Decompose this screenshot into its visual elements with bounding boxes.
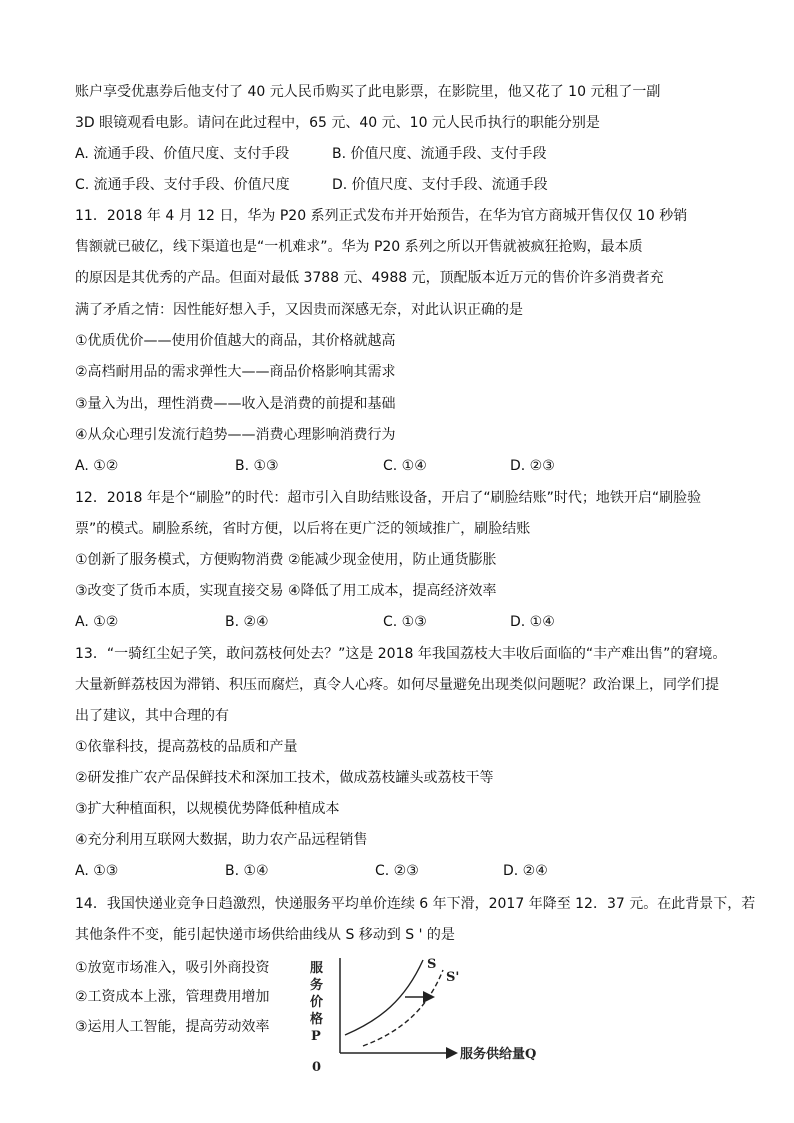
q14-item-2: ②工资成本上涨，管理费用增加 bbox=[75, 989, 270, 1005]
q14-item-3: ③运用人工智能，提高劳动效率 bbox=[75, 1019, 270, 1035]
q11-item-3: ③量入为出，理性消费——收入是消费的前提和基础 bbox=[75, 396, 396, 412]
q11-stem-line-2: 售额就已破亿，线下渠道也是“一机难求”。华为 P20 系列之所以开售就被疯狂抢购，最本质 bbox=[75, 239, 643, 255]
q10-line-2: 3D 眼镜观看电影。请问在此过程中，65 元、40 元、10 元人民币执行的职能分别是 bbox=[75, 115, 600, 131]
curve-s-prime bbox=[363, 970, 443, 1046]
q12-items-row-2: ③改变了货币本质，实现直接交易 ④降低了用工成本，提高经济效率 bbox=[75, 583, 497, 599]
q13-item-4: ④充分利用互联网大数据，助力农产品远程销售 bbox=[75, 832, 368, 848]
origin-label: 0 bbox=[312, 1060, 322, 1075]
q10-option-d: D. 价值尺度、支付手段、流通手段 bbox=[332, 177, 548, 193]
q13-stem-line-3: 出了建议，其中合理的有 bbox=[75, 708, 229, 724]
q10-option-a: A. 流通手段、价值尺度、支付手段 bbox=[75, 146, 290, 162]
q11-item-4: ④从众心理引发流行趋势——消费心理影响消费行为 bbox=[75, 427, 396, 443]
y-axis-label-char: 价 bbox=[310, 995, 324, 1010]
q13-item-2: ②研发推广农产品保鲜技术和深加工技术，做成荔枝罐头或荔枝干等 bbox=[75, 770, 494, 786]
q13-stem-line-2: 大量新鲜荔枝因为滞销、积压而腐烂，真令人心疼。如何尽量避免出现类似问题呢？政治课上，同学们提 bbox=[75, 677, 719, 693]
x-axis-label: 服务供给量Q bbox=[460, 1047, 537, 1062]
q12-stem-line-1: 12．2018 年是个“刷脸”的时代：超市引入自助结账设备，开启了“刷脸结账”时代；地铁开启“刷脸验 bbox=[75, 490, 702, 506]
q12-option-a: A. ①② bbox=[75, 614, 119, 630]
q13-item-1: ①依靠科技，提高荔枝的品质和产量 bbox=[75, 739, 298, 755]
q13-option-d: D. ②④ bbox=[503, 863, 548, 879]
q11-option-d: D. ②③ bbox=[510, 458, 555, 474]
q13-option-a: A. ①③ bbox=[75, 863, 119, 879]
y-axis-label-char: 服 bbox=[310, 961, 324, 976]
q12-option-c: C. ①③ bbox=[383, 614, 427, 630]
y-axis-label-char: 务 bbox=[310, 978, 324, 993]
y-axis-label-char: P bbox=[311, 1029, 321, 1044]
q11-stem-line-4: 满了矛盾之情：因性能好想入手，又因贵而深感无奈，对此认识正确的是 bbox=[75, 302, 523, 318]
q14-stem-line-2: 其他条件不变，能引起快递市场供给曲线从 S 移动到 S ' 的是 bbox=[75, 927, 455, 943]
q14-item-1: ①放宽市场准入，吸引外商投资 bbox=[75, 960, 270, 976]
q12-stem-line-2: 票”的模式。刷脸系统，省时方便，以后将在更广泛的领域推广，刷脸结账 bbox=[75, 521, 531, 537]
y-axis-label bbox=[310, 961, 328, 1044]
q13-option-b: B. ①④ bbox=[225, 863, 269, 879]
q14-stem-line-1: 14．我国快递业竞争日趋激烈，快递服务平均单价连续 6 年下滑，2017 年降至 12．37 元。在此背景下，若 bbox=[75, 896, 756, 912]
q10-line-1: 账户享受优惠券后他支付了 40 元人民币购买了此电影票，在影院里，他又花了 10 元租了一副 bbox=[75, 84, 661, 100]
q11-stem-line-3: 的原因是其优秀的产品。但面对最低 3788 元、4988 元，顶配版本近万元的售价许多消费者充 bbox=[75, 270, 664, 286]
q12-option-d: D. ①④ bbox=[510, 614, 555, 630]
y-axis-label-char: 格 bbox=[310, 1012, 324, 1027]
q10-option-b: B. 价值尺度、流通手段、支付手段 bbox=[332, 146, 547, 162]
curve-s-prime-label: S' bbox=[446, 970, 460, 985]
q11-option-a: A. ①② bbox=[75, 458, 119, 474]
supply-curve-diagram bbox=[305, 950, 565, 1075]
q11-option-b: B. ①③ bbox=[235, 458, 279, 474]
q11-item-1: ①优质优价——使用价值越大的商品，其价格就越高 bbox=[75, 333, 396, 349]
q13-stem-line-1: 13．“一骑红尘妃子笑，敢问荔枝何处去？”这是 2018 年我国荔枝大丰收后面临的“丰产难出售”的窘境。 bbox=[75, 646, 727, 662]
q13-option-c: C. ②③ bbox=[375, 863, 419, 879]
curve-s-label: S bbox=[427, 957, 437, 972]
q11-item-2: ②高档耐用品的需求弹性大——商品价格影响其需求 bbox=[75, 364, 396, 380]
q13-item-3: ③扩大种植面积，以规模优势降低种植成本 bbox=[75, 801, 340, 817]
q12-items-row-1: ①创新了服务模式，方便购物消费 ②能减少现金使用，防止通货膨胀 bbox=[75, 552, 497, 568]
q10-option-c: C. 流通手段、支付手段、价值尺度 bbox=[75, 177, 290, 193]
q11-option-c: C. ①④ bbox=[383, 458, 427, 474]
q12-option-b: B. ②④ bbox=[225, 614, 269, 630]
q11-stem-line-1: 11．2018 年 4 月 12 日，华为 P20 系列正式发布并开始预告，在华为官方商城开售仅仅 10 秒销 bbox=[75, 208, 688, 224]
